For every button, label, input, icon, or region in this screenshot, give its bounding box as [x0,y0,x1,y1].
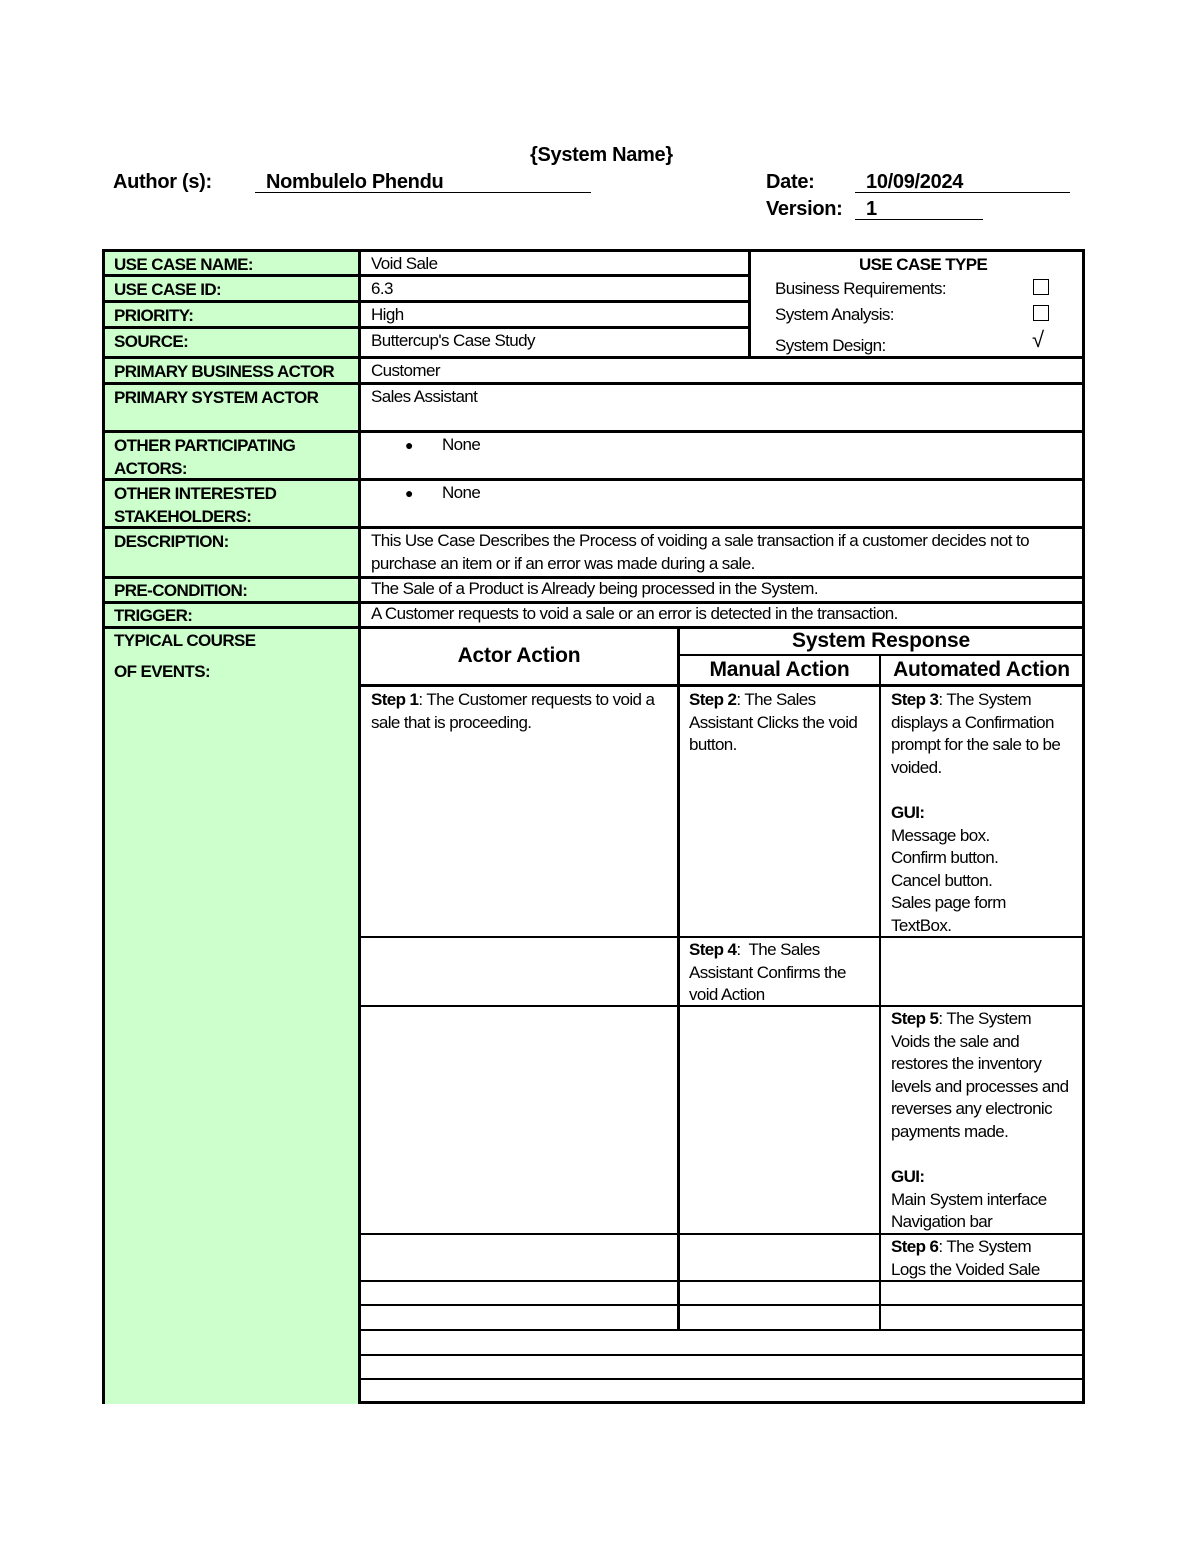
step-5-line-6: payments made. [891,1121,1009,1141]
actor-action-header: Actor Action [457,644,581,667]
step-1-label: Step 1 [371,690,419,709]
step-3-gui-5: TextBox. [891,915,952,935]
form-border-right [1082,249,1085,1404]
step-1-text: : The Customer requests to void a [418,690,655,709]
label-value-divider [358,249,361,1404]
form-border-left [102,249,105,1404]
other-participating-label-line-1: OTHER PARTICIPATING [114,436,296,455]
step-6-text: : The System [938,1237,1032,1256]
step-5-cell [891,1008,1068,1234]
step-3-line-2: displays a Confirmation [891,712,1054,732]
step-4-text: : The Sales [736,940,820,959]
step-5-line-5: reverses any electronic [891,1099,1052,1119]
date-value: 10/09/2024 [866,171,964,193]
system-analysis-checkbox[interactable] [1033,305,1049,321]
step-5-gui-1: Main System interface [891,1189,1047,1209]
step-5-gui-label [891,1166,1068,1189]
description-value [371,530,1029,575]
events-row-line [358,1354,1084,1356]
row-line [102,326,750,329]
use-case-name-value: Void Sale [371,254,438,273]
business-requirements-label: Business Requirements: [775,279,947,298]
use-case-type-divider [748,249,751,359]
step-3-gui-label [891,802,1060,825]
step-3-line-4: voided. [891,757,942,777]
step-6-label: Step 6 [891,1237,939,1256]
system-response-underline [678,654,1084,656]
events-row-line [358,1329,1084,1331]
typical-course-label-line-2: OF EVENTS: [114,662,211,681]
author-label: Author (s): [113,171,212,193]
row-line [102,356,1084,359]
step-4-cell [689,939,846,1007]
source-label: SOURCE: [114,332,189,351]
other-interested-label [114,482,276,528]
step-5-label: Step 5 [891,1009,939,1028]
use-case-id-label: USE CASE ID: [114,280,222,299]
step-5-line-1 [891,1008,1068,1031]
step-6-cell [891,1236,1040,1281]
business-requirements-checkbox[interactable] [1033,279,1049,295]
step-2-text: : The Sales [736,690,816,709]
typical-course-label-line-1: TYPICAL COURSE [114,631,256,650]
version-value: 1 [866,198,877,220]
automated-action-header: Automated Action [893,658,1070,681]
system-analysis-label: System Analysis: [775,305,894,324]
step-3-line-1 [891,689,1060,712]
step-3-gui-3: Cancel button. [891,870,993,890]
version-label: Version: [766,198,843,220]
step-5-line-2: Voids the sale and [891,1031,1020,1051]
bullet-icon: ● [405,485,414,501]
events-col-divider-2 [879,655,881,1331]
trigger-value: A Customer requests to void a sale or an error is detected in the transaction. [371,604,898,623]
step-4-line-1 [689,939,846,962]
spacer [891,1144,1068,1167]
step-3-line-3: prompt for the sale to be [891,735,1061,755]
use-case-form [102,249,1084,1404]
step-3-gui-2: Confirm button. [891,848,999,868]
form-border-bottom [358,1401,1085,1404]
spacer [891,779,1060,802]
description-label: DESCRIPTION: [114,532,229,551]
primary-system-actor-label: PRIMARY SYSTEM ACTOR [114,388,319,407]
step-4-line-3: void Action [689,985,765,1005]
step-5-text: : The System [938,1009,1032,1028]
step-3-text: : The System [938,690,1032,709]
other-interested-label-line-2: STAKEHOLDERS: [114,507,252,526]
system-design-label: System Design: [775,336,886,355]
trigger-label: TRIGGER: [114,606,193,625]
step-2-label: Step 2 [689,690,737,709]
label-column-background [102,249,360,1404]
primary-system-actor-value: Sales Assistant [371,387,478,406]
events-row-line [358,1378,1084,1380]
system-response-header: System Response [792,629,970,652]
step-2-line-3: button. [689,735,737,755]
priority-label: PRIORITY: [114,306,194,325]
step-3-cell [891,689,1060,938]
step-3-label: Step 3 [891,690,939,709]
form-border-top [102,249,1084,252]
events-col-divider-1 [677,626,680,1331]
use-case-name-label: USE CASE NAME: [114,255,253,274]
author-value: Nombulelo Phendu [266,171,444,193]
row-line [102,430,1084,433]
other-interested-label-line-1: OTHER INTERESTED [114,484,277,503]
step-5-gui-label-text: GUI: [891,1167,925,1187]
events-row-line [358,1304,1084,1306]
priority-value: High [371,305,404,324]
step-5-line-4: levels and processes and [891,1076,1069,1096]
step-1-cell [371,689,654,734]
step-1-line-1 [371,689,654,712]
step-3-gui-4: Sales page form [891,893,1006,913]
system-design-check-mark-icon[interactable]: √ [1032,327,1044,352]
precondition-value: The Sale of a Product is Already being processed in the System. [371,579,818,598]
use-case-type-title: USE CASE TYPE [859,255,988,274]
primary-business-actor-value: Customer [371,361,440,380]
step-1-line-2: sale that is proceeding. [371,712,532,732]
step-3-gui-1: Message box. [891,825,990,845]
step-4-label: Step 4 [689,940,737,959]
other-participating-label-line-2: ACTORS: [114,459,187,478]
manual-action-header: Manual Action [709,658,850,681]
step-5-gui-2: Navigation bar [891,1212,993,1232]
step-2-cell [689,689,857,757]
date-label: Date: [766,171,815,193]
precondition-label: PRE-CONDITION: [114,581,248,600]
description-line-2: purchase an item or if an error was made during a sale. [371,553,755,573]
events-header-bottom [358,684,1084,687]
other-participating-label [114,434,295,480]
other-interested-value: None [442,483,481,502]
step-2-line-1 [689,689,857,712]
system-name-title: {System Name} [530,144,673,166]
primary-business-actor-label: PRIMARY BUSINESS ACTOR [114,362,335,381]
step-6-line-2: Logs the Voided Sale [891,1259,1040,1279]
step-2-line-2: Assistant Clicks the void [689,712,858,732]
bullet-icon: ● [405,437,414,453]
description-line-1: This Use Case Describes the Process of voiding a sale transaction if a customer decides not to [371,531,1029,550]
use-case-id-value: 6.3 [371,279,393,298]
step-4-line-2: Assistant Confirms the [689,962,846,982]
source-value: Buttercup's Case Study [371,331,535,350]
step-6-line-1 [891,1236,1040,1259]
step-5-line-3: restores the inventory [891,1054,1042,1074]
other-participating-value: None [442,435,481,454]
step-3-gui-label-text: GUI: [891,802,925,822]
